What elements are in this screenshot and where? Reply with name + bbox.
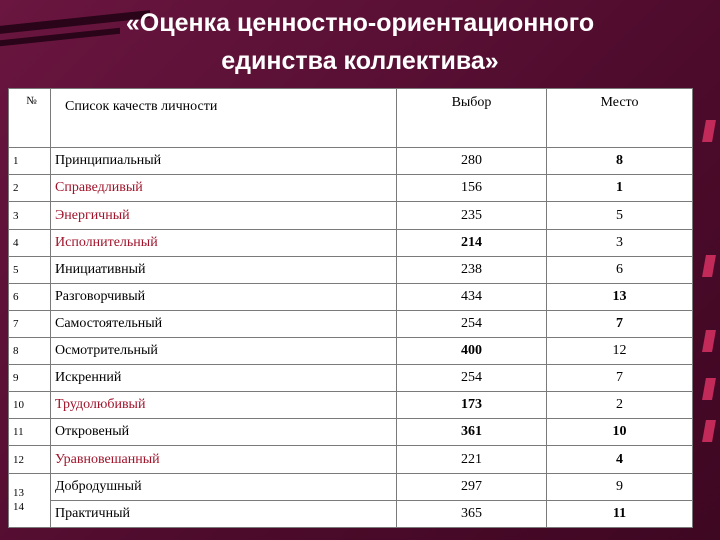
- row-name: Справедливый: [51, 175, 397, 202]
- table-row: [9, 419, 693, 446]
- slide-title-line2: единства коллектива»: [221, 47, 499, 75]
- row-place: 3: [547, 229, 693, 256]
- table-row: [9, 229, 693, 256]
- row-choice: 254: [397, 310, 547, 337]
- header-num: №: [9, 89, 51, 148]
- table-header-row: [9, 89, 693, 148]
- row-place: 1: [547, 175, 693, 202]
- header-name: Список качеств личности: [51, 89, 397, 148]
- table-row: [9, 446, 693, 473]
- row-num: 1: [9, 148, 51, 175]
- table-row: [9, 256, 693, 283]
- row-choice: 400: [397, 338, 547, 365]
- row-name: Осмотрительный: [51, 338, 397, 365]
- row-choice: 434: [397, 283, 547, 310]
- row-name: Уравновешанный: [51, 446, 397, 473]
- table-row: [9, 202, 693, 229]
- row-choice: 238: [397, 256, 547, 283]
- row-choice: 156: [397, 175, 547, 202]
- qualities-table: [8, 88, 693, 528]
- row-place: 2: [547, 392, 693, 419]
- row-num: 8: [9, 338, 51, 365]
- row-choice: 297: [397, 473, 547, 500]
- row-place: 5: [547, 202, 693, 229]
- table-row: [9, 500, 693, 527]
- row-name: Откровеный: [51, 419, 397, 446]
- row-num: 12: [9, 446, 51, 473]
- table-row: [9, 473, 693, 500]
- row-choice: 235: [397, 202, 547, 229]
- header-place: Место: [547, 89, 693, 148]
- row-place: 6: [547, 256, 693, 283]
- row-place: 13: [547, 283, 693, 310]
- table-row: [9, 365, 693, 392]
- row-place: 10: [547, 419, 693, 446]
- row-num-merged: [9, 473, 51, 527]
- row-name: Добродушный: [51, 473, 397, 500]
- row-place: 4: [547, 446, 693, 473]
- row-choice: 214: [397, 229, 547, 256]
- header-choice: Выбор: [397, 89, 547, 148]
- table-row: [9, 175, 693, 202]
- row-name: Практичный: [51, 500, 397, 527]
- row-num: 14: [13, 501, 24, 514]
- table-row: [9, 392, 693, 419]
- row-choice: 221: [397, 446, 547, 473]
- row-place: 12: [547, 338, 693, 365]
- row-name: Разговорчивый: [51, 283, 397, 310]
- row-num: 2: [9, 175, 51, 202]
- row-place: 7: [547, 310, 693, 337]
- row-name: Искренний: [51, 365, 397, 392]
- row-name: Трудолюбивый: [51, 392, 397, 419]
- row-place: 7: [547, 365, 693, 392]
- row-name: Принципиальный: [51, 148, 397, 175]
- row-num: 3: [9, 202, 51, 229]
- table-row: [9, 338, 693, 365]
- row-choice: 254: [397, 365, 547, 392]
- row-choice: 280: [397, 148, 547, 175]
- slide-title-line1: «Оценка ценностно-ориентационного: [125, 9, 595, 37]
- table-row: [9, 310, 693, 337]
- row-num: 6: [9, 283, 51, 310]
- row-name: Исполнительный: [51, 229, 397, 256]
- slide-title: [0, 4, 720, 80]
- row-choice: 361: [397, 419, 547, 446]
- row-num: 9: [9, 365, 51, 392]
- row-place: 8: [547, 148, 693, 175]
- table-row: [9, 148, 693, 175]
- row-num: 10: [9, 392, 51, 419]
- row-place: 11: [547, 500, 693, 527]
- row-num: 5: [9, 256, 51, 283]
- row-choice: 365: [397, 500, 547, 527]
- table-row: [9, 283, 693, 310]
- row-num: 11: [9, 419, 51, 446]
- row-place: 9: [547, 473, 693, 500]
- row-num: 4: [9, 229, 51, 256]
- row-name: Самостоятельный: [51, 310, 397, 337]
- row-name: Энергичный: [51, 202, 397, 229]
- row-name: Инициативный: [51, 256, 397, 283]
- row-num: 13: [13, 487, 24, 500]
- row-choice: 173: [397, 392, 547, 419]
- row-num: 7: [9, 310, 51, 337]
